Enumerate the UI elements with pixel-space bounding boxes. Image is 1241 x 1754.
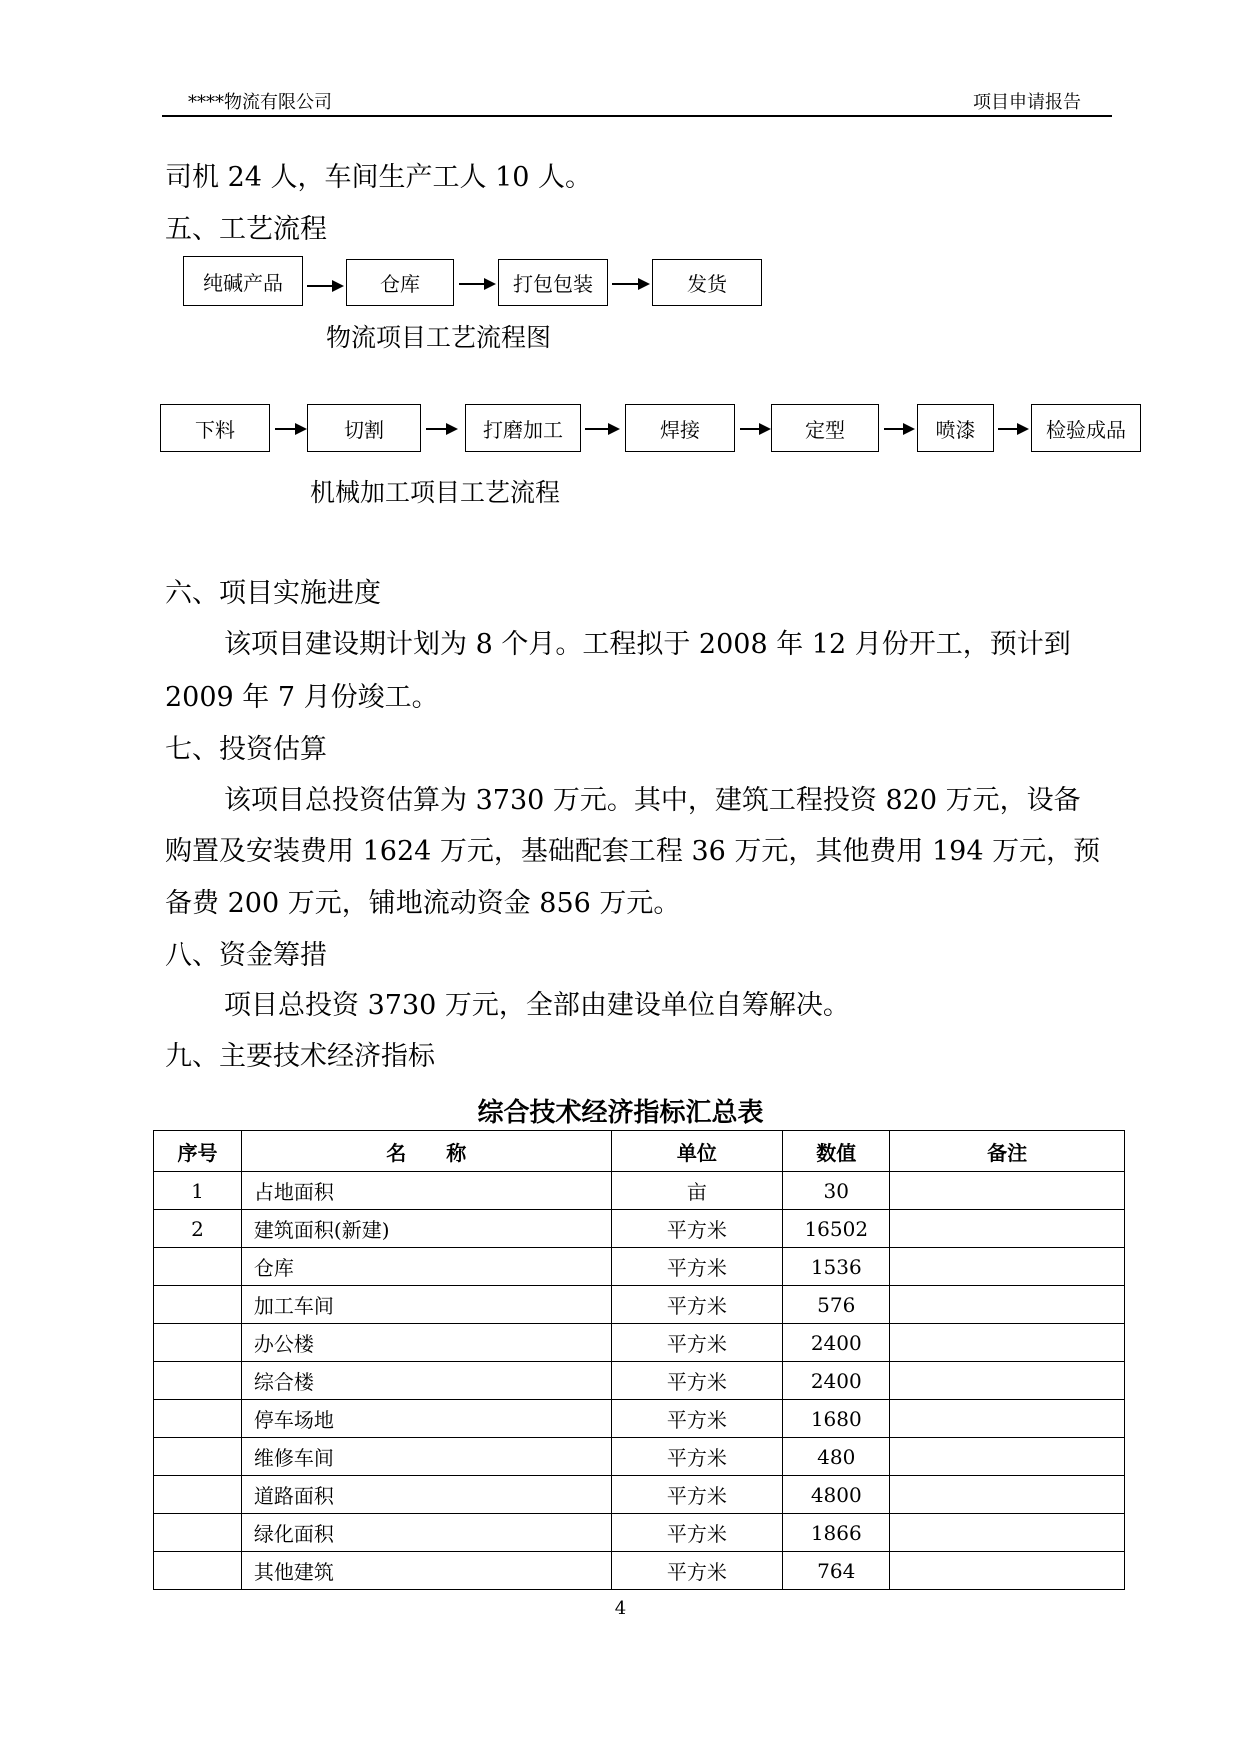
table-row: [154, 1172, 1125, 1210]
staff-line: 司机 24 人，车间生产工人 10 人。: [165, 162, 593, 193]
row-name: 占地面积: [241, 1172, 611, 1210]
header-unit: 单位: [611, 1131, 783, 1172]
row-name: 其他建筑: [241, 1552, 611, 1590]
table-title: 综合技术经济指标汇总表: [477, 1098, 764, 1128]
row-value: 16502: [783, 1210, 890, 1248]
table-header-row: [154, 1131, 1125, 1172]
row-unit: 平方米: [611, 1286, 783, 1324]
flow2-arrow-6: [998, 428, 1027, 430]
row-note: [890, 1400, 1125, 1438]
flow1-step-2: 仓库: [346, 259, 454, 306]
row-value: 480: [783, 1438, 890, 1476]
flow2-arrow-4: [740, 428, 769, 430]
row-no: [154, 1552, 242, 1590]
table-row: [154, 1324, 1125, 1362]
row-no: [154, 1324, 242, 1362]
table-row: [154, 1362, 1125, 1400]
row-no: [154, 1438, 242, 1476]
row-no: [154, 1400, 242, 1438]
row-name: 停车场地: [241, 1400, 611, 1438]
flow2-arrow-5: [884, 428, 913, 430]
row-unit: 亩: [611, 1172, 783, 1210]
row-unit: 平方米: [611, 1552, 783, 1590]
row-no: [154, 1476, 242, 1514]
section7-paragraph-line3: 备费 200 万元，铺地流动资金 856 万元。: [165, 888, 681, 919]
section6-paragraph-line1: 该项目建设期计划为 8 个月。工程拟于 2008 年 12 月份开工，预计到: [224, 629, 1071, 660]
header-name: 名 称: [241, 1131, 611, 1172]
flow2-step-5: 定型: [771, 404, 879, 452]
row-name: 建筑面积(新建): [241, 1210, 611, 1248]
row-name: 道路面积: [241, 1476, 611, 1514]
row-note: [890, 1438, 1125, 1476]
row-value: 1680: [783, 1400, 890, 1438]
row-note: [890, 1476, 1125, 1514]
row-value: 1536: [783, 1248, 890, 1286]
row-unit: 平方米: [611, 1248, 783, 1286]
flow1-step-1: 纯碱产品: [183, 256, 303, 306]
row-unit: 平方米: [611, 1324, 783, 1362]
header-doc-type: 项目申请报告: [973, 92, 1081, 113]
row-value: 4800: [783, 1476, 890, 1514]
header-no: 序号: [154, 1131, 242, 1172]
row-value: 2400: [783, 1324, 890, 1362]
section5-title: 五、工艺流程: [165, 214, 327, 245]
row-note: [890, 1286, 1125, 1324]
section7-paragraph-line1: 该项目总投资估算为 3730 万元。其中，建筑工程投资 820 万元，设备: [224, 785, 1081, 816]
row-value: 576: [783, 1286, 890, 1324]
flow2-step-7: 检验成品: [1031, 404, 1141, 452]
flow2-step-3: 打磨加工: [465, 404, 581, 452]
table-row: [154, 1400, 1125, 1438]
row-unit: 平方米: [611, 1514, 783, 1552]
section8-title: 八、资金筹措: [165, 940, 327, 971]
row-no: [154, 1362, 242, 1400]
table-row: [154, 1286, 1125, 1324]
row-name: 仓库: [241, 1248, 611, 1286]
row-unit: 平方米: [611, 1438, 783, 1476]
flow1-arrow-3: [612, 283, 648, 285]
row-unit: 平方米: [611, 1210, 783, 1248]
table-row: [154, 1210, 1125, 1248]
row-note: [890, 1514, 1125, 1552]
flow2-step-4: 焊接: [625, 404, 735, 452]
flow2-arrow-2: [426, 428, 456, 430]
header-note: 备注: [890, 1131, 1125, 1172]
flow2-step-1: 下料: [160, 404, 270, 452]
row-no: [154, 1248, 242, 1286]
row-note: [890, 1210, 1125, 1248]
row-no: [154, 1286, 242, 1324]
row-note: [890, 1362, 1125, 1400]
flow2-step-6: 喷漆: [917, 404, 994, 452]
row-name: 维修车间: [241, 1438, 611, 1476]
header-company: ****物流有限公司: [188, 92, 332, 113]
flow1-step-4: 发货: [652, 259, 762, 306]
section6-title: 六、项目实施进度: [165, 578, 381, 609]
row-unit: 平方米: [611, 1362, 783, 1400]
table-row: [154, 1552, 1125, 1590]
row-no: 1: [154, 1172, 242, 1210]
section7-title: 七、投资估算: [165, 734, 327, 765]
table-row: [154, 1514, 1125, 1552]
header-divider: [162, 115, 1112, 117]
section7-paragraph-line2: 购置及安装费用 1624 万元，基础配套工程 36 万元，其他费用 194 万元，预: [165, 836, 1101, 867]
row-value: 1866: [783, 1514, 890, 1552]
row-note: [890, 1172, 1125, 1210]
row-name: 办公楼: [241, 1324, 611, 1362]
row-no: 2: [154, 1210, 242, 1248]
flow2-arrow-1: [275, 428, 305, 430]
flow2-caption: 机械加工项目工艺流程: [310, 478, 561, 507]
flow1-arrow-1: [307, 285, 342, 287]
row-value: 764: [783, 1552, 890, 1590]
flow1-step-3: 打包包装: [498, 259, 608, 306]
row-unit: 平方米: [611, 1476, 783, 1514]
page-number: 4: [614, 1598, 627, 1619]
table-row: [154, 1476, 1125, 1514]
row-note: [890, 1552, 1125, 1590]
row-unit: 平方米: [611, 1400, 783, 1438]
flow1-arrow-2: [459, 283, 494, 285]
row-name: 绿化面积: [241, 1514, 611, 1552]
flow1-caption: 物流项目工艺流程图: [326, 323, 552, 352]
row-value: 30: [783, 1172, 890, 1210]
section9-title: 九、主要技术经济指标: [165, 1041, 435, 1072]
row-value: 2400: [783, 1362, 890, 1400]
section6-paragraph-line2: 2009 年 7 月份竣工。: [165, 682, 439, 713]
flow2-arrow-3: [585, 428, 618, 430]
row-name: 加工车间: [241, 1286, 611, 1324]
row-note: [890, 1324, 1125, 1362]
table-row: [154, 1438, 1125, 1476]
header-value: 数值: [783, 1131, 890, 1172]
row-no: [154, 1514, 242, 1552]
table-row: [154, 1248, 1125, 1286]
row-name: 综合楼: [241, 1362, 611, 1400]
flow2-step-2: 切割: [307, 404, 421, 452]
section8-paragraph: 项目总投资 3730 万元，全部由建设单位自筹解决。: [224, 990, 850, 1021]
metrics-table: [153, 1130, 1125, 1590]
row-note: [890, 1248, 1125, 1286]
